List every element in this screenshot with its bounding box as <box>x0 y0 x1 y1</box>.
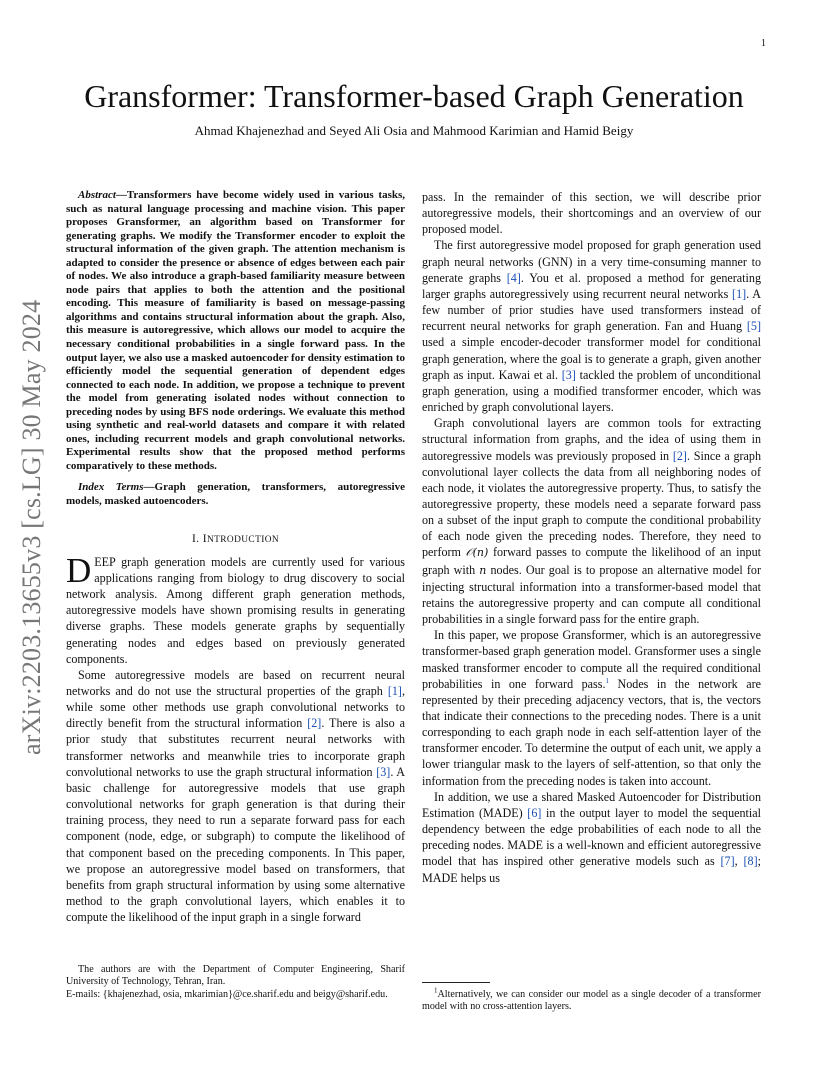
right-column <box>422 189 761 886</box>
citation-link[interactable]: [4] <box>506 270 521 285</box>
math-variable-n: n <box>479 563 487 577</box>
affiliation-text: The authors are with the Department of Computer Engineering, Sharif University of Technology, Tehran, Iran. <box>66 964 405 988</box>
citation-link[interactable]: [3] <box>561 367 576 382</box>
math-complexity: 𝒪(n) <box>465 546 489 560</box>
intro-paragraph-2 <box>66 667 405 926</box>
right-paragraph-3 <box>422 415 761 627</box>
citation-link[interactable]: [2] <box>307 716 322 731</box>
text-run: tackled the problem of unconditional graph generation, using a modified transformer encoder, which was enriched by graph convolutional layers. <box>422 367 761 415</box>
text-run: , while some other methods use graph convolutional networks to directly benefit from the structural information <box>66 683 405 731</box>
index-terms-text: Graph generation, transformers, autoregressive models, masked autoencoders. <box>66 481 405 508</box>
footnote-marker[interactable]: 1 <box>605 676 609 685</box>
citation-link[interactable]: [1] <box>387 683 402 698</box>
citation-link[interactable]: [1] <box>732 286 747 301</box>
affiliation-footnote <box>66 964 405 1001</box>
paper-title: Gransformer: Transformer-based Graph Generation <box>84 78 744 114</box>
section-numeral: I. I <box>191 532 207 545</box>
text-run: In addition, we use a shared Masked Autoencoder for Distribution Estimation (MADE) <box>422 789 761 820</box>
right-paragraph-4 <box>422 627 761 789</box>
citation-link[interactable]: [7] <box>720 854 735 869</box>
text-run: Some autoregressive models are based on recurrent neural networks and do not use the structural properties of the graph <box>66 667 405 698</box>
intro-paragraph-1-text: EEP graph generation models are currently used for various applications ranging from biology to drug discovery to social network analysis. Among different graph generation methods, autoregressive models have shown promising results in generating diverse graphs. These models generate graphs by sequentially generating nodes and edges based on previously generated components. <box>66 554 405 666</box>
footnote-number: 1 <box>434 986 438 995</box>
citation-link[interactable]: [8] <box>743 854 758 869</box>
section-name: NTRODUCTION <box>206 534 280 545</box>
intro-paragraph-1 <box>66 550 405 667</box>
index-terms-label: Index Terms <box>78 481 144 494</box>
page-number: 1 <box>761 38 766 49</box>
text-run: forward passes to compute the likelihood of an input graph with <box>422 545 761 577</box>
text-run: The first autoregressive model proposed for graph generation used graph neural networks (GNN) in a very time-consuming manner to generate graphs <box>422 238 761 285</box>
text-run: . A few number of prior studies have used transformers instead of recurrent neural networks for graph generation. Fan and Huang <box>422 286 761 334</box>
text-run: ; MADE helps us <box>422 854 762 885</box>
left-column <box>66 189 405 925</box>
text-run: Nodes in the network are represented by their preceding adjacency vectors, that is, the vectors that indicate their connections to the preceding nodes. There is a unit corresponding to each graph node in each self-attention layer of the transformer encoder. To determine the output of each unit, we apply a lower triangular mask to the layers of self-attention, so that only the information from the preceding nodes is taken into account. <box>422 676 761 788</box>
footnote-rule <box>422 982 490 983</box>
text-run: . Since a graph convolutional layer collects the data from all neighboring nodes of each node, it violates the autoregressive property. Thus, to satisfy the autoregressive property, these models need a separate forward pass on a subset of the input graph to compute the conditional probability of each node given the preceding nodes. Therefore, they need to perform <box>422 448 761 560</box>
text-run: , <box>734 854 744 869</box>
footnote-text: Alternatively, we can consider our model as a single decoder of a transformer model with no cross-attention layers. <box>422 989 761 1013</box>
right-paragraph-1: pass. In the remainder of this section, we will describe prior autoregressive models, their shortcomings and an overview of our proposed model. <box>422 190 761 237</box>
citation-link[interactable]: [2] <box>672 448 687 463</box>
text-run: in the output layer to model the sequential dependency between the edge probabilities of each node to all the preceding nodes. MADE is a well-known and efficient autoregressive model that has inspired other generative models such as <box>422 805 761 869</box>
text-run: nodes. Our goal is to propose an alternative model for injecting structural information into a transformer-based model that retains the autoregressive property and can compute all conditional probabilities in a single forward pass for the entire graph. <box>422 562 761 627</box>
arxiv-stamp: arXiv:2203.13655v3 [cs.LG] 30 May 2024 <box>17 299 46 755</box>
footnote-1 <box>422 986 761 1014</box>
email-text: E-mails: {khajenezhad, osia, mkarimian}@ce.sharif.edu and beigy@sharif.edu. <box>66 988 388 1000</box>
citation-link[interactable]: [3] <box>376 764 391 779</box>
text-run: . A basic challenge for autoregressive models that use graph convolutional networks for graph generation is that during their training process, they need to run a separate forward pass for each component (node, edge, or subgraph) to compute the likelihood of that component based on the preceding components. In This paper, we propose an autoregressive model based on transformers, that benefits from graph structural information by using some alternative method to the graph convolutional layers, which enables it to compute the likelihood of the input graph in a single forward <box>66 764 405 925</box>
abstract: Abstract—Transformers have become widely used in various tasks, such as natural language processing and machine vision. This paper proposes Gransformer, an algorithm based on Transformer for generating graphs. We modify the Transformer encoder to exploit the structural information of the given graph. The attention mechanism is adapted to consider the presence or absence of edges between each pair of nodes. We also introduce a graph-based familiarity measure between node pairs that applies to both the attention and the positional encoding. This measure of familiarity is based on message-passing algorithms and contains structural information about the graph. Also, this measure is autoregressive, which allows our model to acquire the necessary conditional probabilities in a single forward pass. In the output layer, we also use a masked autoencoder for density estimation to efficiently model the sequential generation of dependent edges connected to each node. In addition, we propose a technique to prevent the model from generating isolated nodes without connection to preceding nodes by using BFS node orderings. We evaluate this method using synthetic and real-world datasets and compare it with related ones, including recurrent models and graph convolutional networks. Experimental results show that the proposed method performs comparatively to these methods. <box>66 189 405 472</box>
text-run: . There is also a prior study that substitutes recurrent neural networks with transformer networks and meanwhile tries to incorporate graph convolutional networks to use the graph structural information <box>66 716 405 779</box>
abstract-text: Transformers have become widely used in various tasks, such as natural language processing and machine vision. This paper proposes Gransformer, an algorithm based on Transformer for generating graphs. We modify the Transformer encoder to exploit the structural information of the given graph. The attention mechanism is adapted to consider the presence or absence of edges between each pair of nodes. We also introduce a graph-based familiarity measure between node pairs that applies to both the attention and the positional encoding. This measure of familiarity is based on message-passing algorithms and contains structural information about the graph. Also, this measure is autoregressive, which allows our model to acquire the necessary conditional probabilities in a single forward pass. In the output layer, we also use a masked autoencoder for density estimation to efficiently model the sequential generation of dependent edges connected to each node. In addition, we propose a technique to prevent the model from generating isolated nodes without connection to preceding nodes by using BFS node orderings. We evaluate this method using synthetic and real-world datasets and compare it with related ones, including recurrent models and graph convolutional networks. Experimental results show that the proposed method performs comparatively to these methods. <box>66 189 405 472</box>
citation-link[interactable]: [5] <box>746 319 761 334</box>
abstract-label: Abstract <box>78 189 116 201</box>
right-paragraph-5 <box>422 789 761 886</box>
text-run: Graph convolutional layers are common tools for extracting structural information from graphs, and the idea of using them in autoregressive models was previously proposed in <box>422 416 761 463</box>
text-run: used a simple encoder-decoder transformer model for conditional graph generation, where the goal is to generate a graph, given another graph as input. Kawai et al. <box>422 335 761 382</box>
section-heading <box>66 531 405 548</box>
author-list: Ahmad Khajenezhad and Seyed Ali Osia and Mahmood Karimian and Hamid Beigy <box>194 123 634 138</box>
drop-cap: D <box>66 550 92 590</box>
text-run: In this paper, we propose Gransformer, which is an autoregressive transformer-based graph generation model. Gransformer uses a single masked transformer encoder to compute all the required conditional probabilities in one forward pass. <box>422 628 761 691</box>
index-terms: Index Terms—Graph generation, transformers, autoregressive models, masked autoencoders. <box>66 481 405 508</box>
citation-link[interactable]: [6] <box>527 805 542 820</box>
right-paragraph-2 <box>422 237 761 415</box>
text-run: . You et al. proposed a method for generating larger graphs autoregressively using recurrent neural networks <box>422 270 761 301</box>
